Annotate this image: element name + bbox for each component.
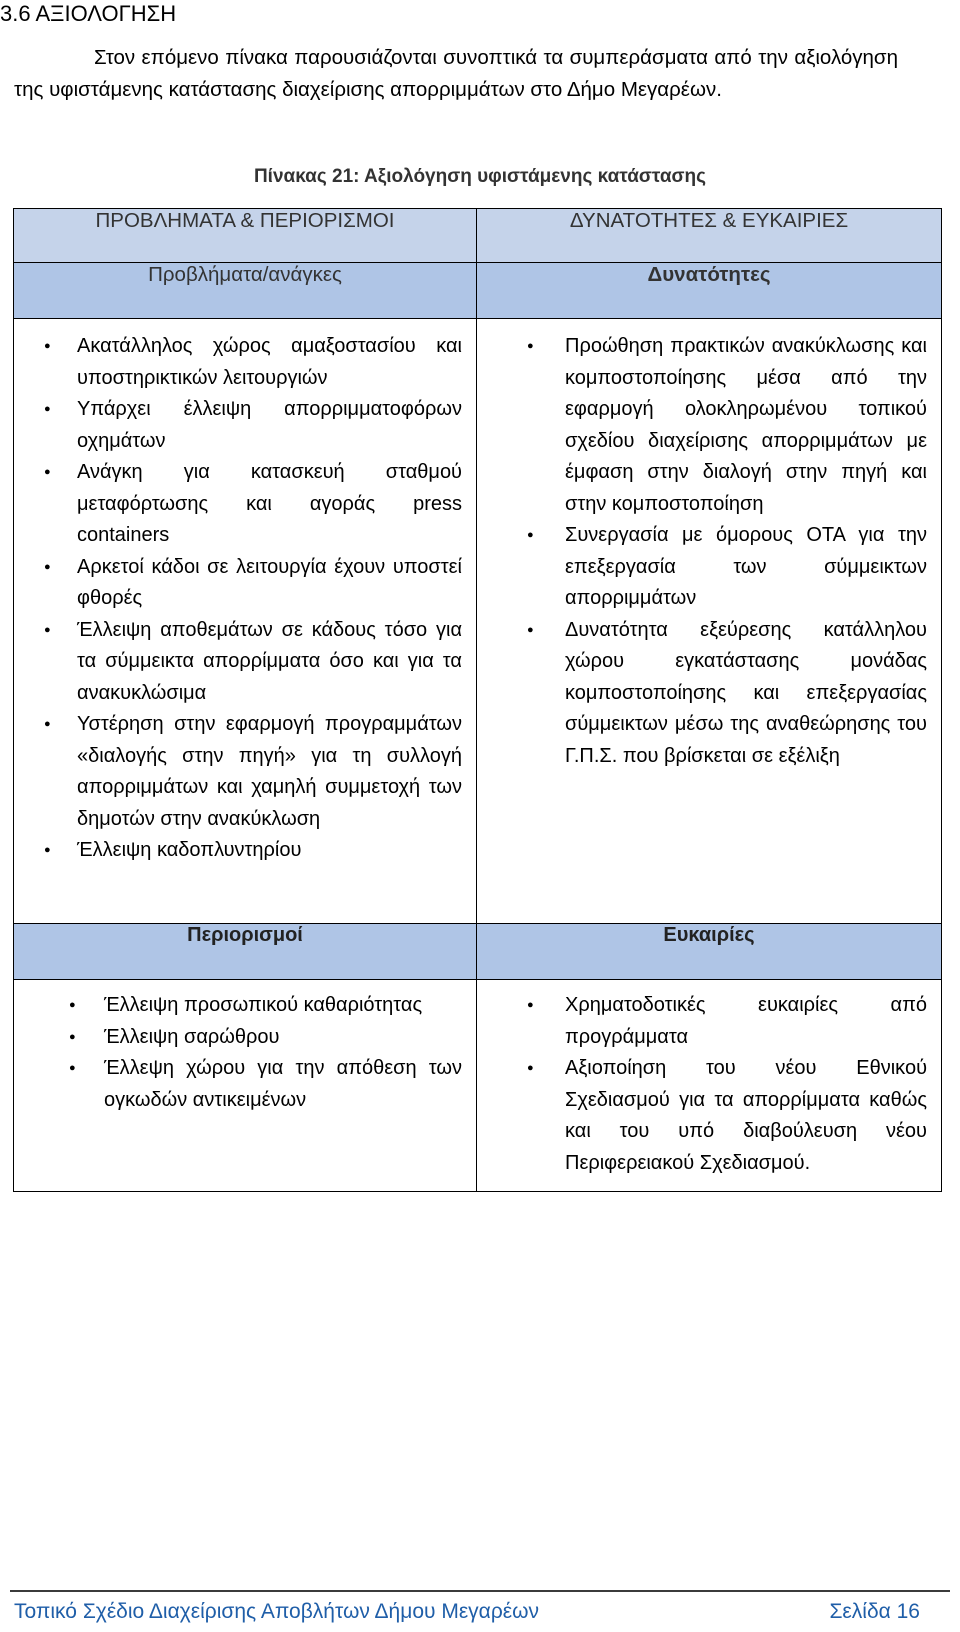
- table-body-row-constraints: [14, 980, 942, 1192]
- footer-divider: [10, 1590, 950, 1592]
- constraints-list: [14, 980, 476, 1128]
- list-item: ● Υστέρηση στην εφαρμογή προγραμμάτων «διαλογής στην πηγή» για τη συλλογή απορριμμάτων και χαμηλή συμμετοχή των δημοτών στην ανακύκλωση: [14, 709, 462, 835]
- table-caption: Πίνακας 21: Αξιολόγηση υφιστάμενης κατάστασης: [253, 166, 707, 187]
- table-body-row-problems: [14, 319, 942, 924]
- list-item: ● Έλλεψη χώρου για την απόθεση των ογκωδών αντικειμένων: [14, 1053, 462, 1116]
- table-subheader-row: [14, 263, 942, 319]
- opportunities-cell: [477, 980, 942, 1192]
- problems-list: [14, 319, 476, 879]
- footer-title: Τοπικό Σχέδιο Διαχείρισης Αποβλήτων Δήμου Μεγαρέων: [14, 1600, 540, 1623]
- strengths-cell: [477, 319, 942, 924]
- table-subheader-row-2: [14, 924, 942, 980]
- subheader-opportunities: Ευκαιρίες: [477, 924, 942, 980]
- intro-paragraph: Στον επόμενο πίνακα παρουσιάζονται συνοπτικά τα συμπεράσματα από την αξιολόγηση της υφιστάμενης κατάστασης διαχείρισης απορριμμάτων στο Δήμο Μεγαρέων.: [14, 46, 898, 101]
- list-item: ● Έλλειψη αποθεμάτων σε κάδους τόσο για τα σύμμεικτα απορρίμματα όσο και για τα ανακυκλώσιμα: [14, 615, 462, 710]
- list-item: ● Αρκετοί κάδοι σε λειτουργία έχουν υποστεί φθορές: [14, 552, 462, 615]
- header-problems-constraints: ΠΡΟΒΛΗΜΑΤΑ & ΠΕΡΙΟΡΙΣΜΟΙ: [14, 209, 477, 263]
- footer-page-number: Σελίδα 16: [829, 1600, 920, 1623]
- subheader-problems: Προβλήματα/ανάγκες: [14, 263, 477, 319]
- list-item: ● Έλλειψη καδοπλυντηρίου: [14, 835, 462, 867]
- list-item: ● Χρηματοδοτικές ευκαιρίες από προγράμματα: [477, 990, 927, 1053]
- constraints-cell: [14, 980, 477, 1192]
- table-header-row: [14, 209, 942, 263]
- list-item: ● Έλλειψη προσωπικού καθαριότητας: [14, 990, 462, 1022]
- list-item: ● Συνεργασία με όμορους ΟΤΑ για την επεξεργασία των σύμμεικτων απορριμμάτων: [477, 520, 927, 615]
- subheader-constraints: Περιορισμοί: [14, 924, 477, 980]
- list-item: ● Αξιοποίηση του νέου Εθνικού Σχεδιασμού για τα απορρίμματα καθώς και του υπό διαβούλευση νέου Περιφερειακού Σχεδιασμού.: [477, 1053, 927, 1179]
- subheader-strengths: Δυνατότητες: [477, 263, 942, 319]
- list-item: ● Έλλειψη σαρώθρου: [14, 1022, 462, 1054]
- opportunities-list: [477, 980, 941, 1191]
- list-item: ● Ανάγκη για κατασκευή σταθμού μεταφόρτωσης και αγοράς press containers: [14, 457, 462, 552]
- header-strengths-opportunities: ΔΥΝΑΤΟΤΗΤΕΣ & ΕΥΚΑΙΡΙΕΣ: [477, 209, 942, 263]
- evaluation-table: [13, 208, 942, 1192]
- list-item: ● Ακατάλληλος χώρος αμαξοστασίου και υποστηρικτικών λειτουργιών: [14, 331, 462, 394]
- section-heading: 3.6 ΑΞΙΟΛΟΓΗΣΗ: [0, 1, 177, 26]
- list-item: ● Υπάρχει έλλειψη απορριμματοφόρων οχημάτων: [14, 394, 462, 457]
- strengths-list: [477, 319, 941, 784]
- problems-cell: [14, 319, 477, 924]
- list-item: ● Δυνατότητα εξεύρεσης κατάλληλου χώρου εγκατάστασης μονάδας κομποστοποίησης και επεξεργασίας σύμμεικτων μέσω της αναθεώρησης του Γ.Π.Σ. που βρίσκεται σε εξέλιξη: [477, 615, 927, 773]
- list-item: ● Προώθηση πρακτικών ανακύκλωσης και κομποστοποίησης μέσα από την εφαρμογή ολοκληρωμένου τοπικού σχεδίου διαχείρισης απορριμμάτων με έμφαση στην διαλογή στην πηγή και στην κομποστοποίηση: [477, 331, 927, 520]
